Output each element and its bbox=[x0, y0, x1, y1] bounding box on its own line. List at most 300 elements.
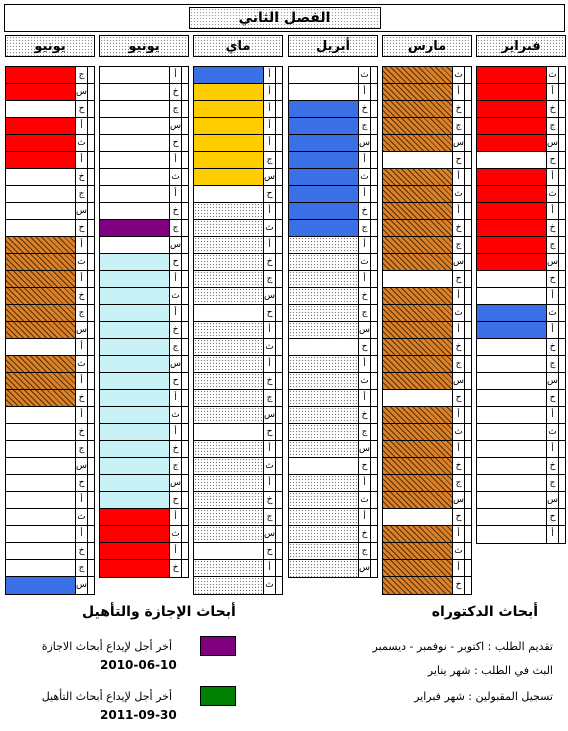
weekday-letter: ج bbox=[76, 186, 88, 202]
day-row bbox=[383, 101, 471, 118]
day-cell bbox=[383, 356, 453, 372]
weekday-letter: ث bbox=[453, 186, 465, 202]
day-row bbox=[194, 356, 282, 373]
weekday-letter: خ bbox=[170, 560, 182, 577]
weekday-letter: س bbox=[547, 373, 559, 389]
day-cell bbox=[477, 169, 547, 185]
day-cell bbox=[477, 186, 547, 202]
day-gap bbox=[88, 186, 94, 202]
day-cell bbox=[383, 322, 453, 338]
day-row bbox=[194, 373, 282, 390]
weekday-letter: ج bbox=[453, 356, 465, 372]
day-cell bbox=[100, 356, 170, 372]
month-header: يونيو bbox=[5, 35, 95, 57]
day-row bbox=[289, 118, 377, 135]
day-gap bbox=[182, 475, 188, 491]
weekday-letter: أ bbox=[359, 237, 371, 253]
weekday-letter: خ bbox=[76, 169, 88, 185]
day-gap bbox=[276, 560, 282, 576]
weekday-letter: ج bbox=[359, 543, 371, 559]
day-gap bbox=[465, 67, 471, 83]
day-cell bbox=[6, 356, 76, 372]
weekday-letter: ث bbox=[547, 67, 559, 83]
day-cell bbox=[6, 237, 76, 253]
day-cell bbox=[383, 424, 453, 440]
day-gap bbox=[88, 118, 94, 134]
weekday-letter: س bbox=[170, 356, 182, 372]
day-cell bbox=[289, 101, 359, 117]
day-gap bbox=[182, 407, 188, 423]
day-gap bbox=[182, 254, 188, 270]
day-cell bbox=[6, 186, 76, 202]
day-cell bbox=[6, 169, 76, 185]
day-cell bbox=[383, 407, 453, 423]
day-gap bbox=[371, 339, 377, 355]
day-cell bbox=[477, 322, 547, 338]
day-gap bbox=[276, 492, 282, 508]
day-cell bbox=[383, 390, 453, 406]
weekday-letter: ح bbox=[453, 390, 465, 406]
day-cell bbox=[194, 135, 264, 151]
day-cell bbox=[383, 458, 453, 474]
weekday-letter: ح bbox=[547, 152, 559, 168]
day-gap bbox=[559, 67, 565, 83]
day-row bbox=[383, 305, 471, 322]
day-cell bbox=[100, 543, 170, 559]
day-row bbox=[6, 407, 94, 424]
day-row bbox=[6, 492, 94, 509]
day-row bbox=[383, 322, 471, 339]
day-row bbox=[289, 203, 377, 220]
weekday-letter: أ bbox=[76, 339, 88, 355]
weekday-letter: أ bbox=[547, 288, 559, 304]
day-cell bbox=[100, 271, 170, 287]
day-gap bbox=[276, 373, 282, 389]
weekday-letter: أ bbox=[264, 560, 276, 576]
weekday-letter: ح bbox=[547, 390, 559, 406]
day-gap bbox=[276, 424, 282, 440]
day-cell bbox=[6, 407, 76, 423]
weekday-letter: س bbox=[359, 441, 371, 457]
month-column bbox=[5, 35, 95, 590]
weekday-letter: ح bbox=[170, 373, 182, 389]
day-row bbox=[194, 390, 282, 407]
day-cell bbox=[383, 152, 453, 168]
day-row bbox=[194, 441, 282, 458]
day-cell bbox=[100, 373, 170, 389]
weekday-letter: أ bbox=[359, 356, 371, 372]
day-row bbox=[477, 152, 565, 169]
day-cell bbox=[289, 67, 359, 83]
weekday-letter: أ bbox=[547, 526, 559, 543]
day-row bbox=[477, 475, 565, 492]
day-gap bbox=[276, 577, 282, 594]
weekday-letter: أ bbox=[453, 407, 465, 423]
day-cell bbox=[289, 458, 359, 474]
day-cell bbox=[477, 67, 547, 83]
weekday-letter: ث bbox=[264, 458, 276, 474]
day-cell bbox=[194, 373, 264, 389]
weekday-letter: أ bbox=[453, 441, 465, 457]
weekday-letter: ح bbox=[547, 271, 559, 287]
day-row bbox=[383, 475, 471, 492]
month-header: يونيو bbox=[99, 35, 189, 57]
day-cell bbox=[383, 220, 453, 236]
day-gap bbox=[465, 543, 471, 559]
day-gap bbox=[371, 118, 377, 134]
weekday-letter: ث bbox=[359, 169, 371, 185]
day-cell bbox=[477, 254, 547, 270]
day-row bbox=[289, 441, 377, 458]
day-gap bbox=[182, 441, 188, 457]
day-cell bbox=[6, 543, 76, 559]
day-row bbox=[100, 373, 188, 390]
day-row bbox=[477, 390, 565, 407]
day-gap bbox=[182, 169, 188, 185]
day-row bbox=[289, 509, 377, 526]
day-gap bbox=[465, 441, 471, 457]
day-row bbox=[100, 560, 188, 577]
month-column bbox=[476, 35, 566, 539]
day-gap bbox=[559, 441, 565, 457]
weekday-letter: أ bbox=[453, 84, 465, 100]
weekday-letter: ج bbox=[76, 560, 88, 576]
weekday-letter: خ bbox=[76, 543, 88, 559]
weekday-letter: أ bbox=[547, 407, 559, 423]
day-row bbox=[477, 356, 565, 373]
day-gap bbox=[371, 152, 377, 168]
day-gap bbox=[559, 152, 565, 168]
day-gap bbox=[276, 543, 282, 559]
day-row bbox=[383, 390, 471, 407]
day-rows bbox=[288, 66, 378, 578]
day-row bbox=[383, 492, 471, 509]
weekday-letter: ج bbox=[170, 458, 182, 474]
day-row bbox=[100, 288, 188, 305]
day-row bbox=[289, 220, 377, 237]
day-cell bbox=[477, 526, 547, 543]
month-column bbox=[193, 35, 283, 590]
day-gap bbox=[559, 458, 565, 474]
day-cell bbox=[289, 492, 359, 508]
day-cell bbox=[100, 339, 170, 355]
weekday-letter: أ bbox=[359, 84, 371, 100]
weekday-letter: أ bbox=[359, 390, 371, 406]
day-cell bbox=[477, 305, 547, 321]
day-row bbox=[477, 186, 565, 203]
day-rows bbox=[382, 66, 472, 595]
day-gap bbox=[88, 407, 94, 423]
day-gap bbox=[182, 322, 188, 338]
day-gap bbox=[371, 322, 377, 338]
weekday-letter: أ bbox=[359, 475, 371, 491]
day-row bbox=[194, 135, 282, 152]
day-row bbox=[477, 237, 565, 254]
day-gap bbox=[276, 254, 282, 270]
day-gap bbox=[371, 203, 377, 219]
day-cell bbox=[194, 424, 264, 440]
day-gap bbox=[182, 509, 188, 525]
day-gap bbox=[559, 475, 565, 491]
day-gap bbox=[182, 305, 188, 321]
day-cell bbox=[477, 288, 547, 304]
day-gap bbox=[182, 237, 188, 253]
day-row bbox=[383, 118, 471, 135]
day-cell bbox=[6, 203, 76, 219]
day-cell bbox=[100, 492, 170, 508]
day-gap bbox=[465, 118, 471, 134]
day-row bbox=[289, 526, 377, 543]
day-cell bbox=[194, 407, 264, 423]
day-gap bbox=[182, 203, 188, 219]
day-cell bbox=[383, 203, 453, 219]
day-row bbox=[289, 339, 377, 356]
weekday-letter: أ bbox=[264, 84, 276, 100]
day-gap bbox=[182, 373, 188, 389]
weekday-letter: ث bbox=[547, 424, 559, 440]
day-row bbox=[289, 458, 377, 475]
weekday-letter: ح bbox=[76, 101, 88, 117]
day-gap bbox=[182, 390, 188, 406]
day-gap bbox=[465, 509, 471, 525]
day-row bbox=[100, 118, 188, 135]
weekday-letter: أ bbox=[264, 67, 276, 83]
day-gap bbox=[559, 424, 565, 440]
day-cell bbox=[383, 526, 453, 542]
day-gap bbox=[465, 152, 471, 168]
day-cell bbox=[6, 322, 76, 338]
day-cell bbox=[289, 203, 359, 219]
day-row bbox=[194, 322, 282, 339]
day-row bbox=[289, 67, 377, 84]
day-row bbox=[194, 492, 282, 509]
day-cell bbox=[383, 271, 453, 287]
day-row bbox=[6, 169, 94, 186]
day-cell bbox=[477, 390, 547, 406]
day-row bbox=[100, 152, 188, 169]
day-cell bbox=[194, 322, 264, 338]
day-gap bbox=[465, 424, 471, 440]
weekday-letter: أ bbox=[453, 203, 465, 219]
day-row bbox=[100, 271, 188, 288]
weekday-letter: ح bbox=[453, 152, 465, 168]
month-column bbox=[382, 35, 472, 590]
weekday-letter: أ bbox=[170, 390, 182, 406]
day-gap bbox=[276, 526, 282, 542]
month-header: ماي bbox=[193, 35, 283, 57]
day-row bbox=[100, 169, 188, 186]
day-gap bbox=[88, 288, 94, 304]
day-gap bbox=[276, 186, 282, 202]
weekday-letter: ج bbox=[547, 475, 559, 491]
day-cell bbox=[289, 305, 359, 321]
day-gap bbox=[465, 203, 471, 219]
day-row bbox=[477, 322, 565, 339]
weekday-letter: أ bbox=[264, 118, 276, 134]
day-row bbox=[289, 390, 377, 407]
day-row bbox=[477, 254, 565, 271]
day-cell bbox=[289, 135, 359, 151]
day-gap bbox=[276, 322, 282, 338]
day-cell bbox=[6, 526, 76, 542]
day-row bbox=[6, 271, 94, 288]
day-gap bbox=[182, 186, 188, 202]
day-row bbox=[194, 203, 282, 220]
day-cell bbox=[100, 322, 170, 338]
day-cell bbox=[194, 560, 264, 576]
day-cell bbox=[383, 543, 453, 559]
day-gap bbox=[182, 526, 188, 542]
day-row bbox=[383, 271, 471, 288]
weekday-letter: خ bbox=[76, 424, 88, 440]
day-row bbox=[383, 441, 471, 458]
weekday-letter: ح bbox=[359, 458, 371, 474]
weekday-letter: ث bbox=[359, 67, 371, 83]
day-gap bbox=[276, 458, 282, 474]
day-gap bbox=[371, 526, 377, 542]
day-gap bbox=[559, 288, 565, 304]
day-row bbox=[383, 186, 471, 203]
day-row bbox=[383, 135, 471, 152]
day-cell bbox=[194, 101, 264, 117]
weekday-letter: أ bbox=[547, 441, 559, 457]
day-cell bbox=[194, 356, 264, 372]
weekday-letter: أ bbox=[170, 152, 182, 168]
day-cell bbox=[477, 339, 547, 355]
day-row bbox=[100, 322, 188, 339]
weekday-letter: ث bbox=[359, 373, 371, 389]
day-gap bbox=[182, 67, 188, 83]
day-row bbox=[100, 509, 188, 526]
day-row bbox=[383, 288, 471, 305]
weekday-letter: ح bbox=[76, 475, 88, 491]
phd-line-2: البث في الطلب : شهر يناير bbox=[427, 664, 553, 677]
day-cell bbox=[6, 373, 76, 389]
day-gap bbox=[371, 305, 377, 321]
day-row bbox=[289, 322, 377, 339]
day-gap bbox=[559, 118, 565, 134]
day-gap bbox=[371, 407, 377, 423]
day-gap bbox=[182, 424, 188, 440]
day-cell bbox=[477, 84, 547, 100]
day-cell bbox=[100, 135, 170, 151]
weekday-letter: س bbox=[547, 492, 559, 508]
day-gap bbox=[559, 305, 565, 321]
day-cell bbox=[100, 118, 170, 134]
day-cell bbox=[100, 186, 170, 202]
weekday-letter: أ bbox=[359, 509, 371, 525]
weekday-letter: أ bbox=[76, 492, 88, 508]
day-gap bbox=[465, 322, 471, 338]
day-cell bbox=[383, 509, 453, 525]
day-cell bbox=[194, 288, 264, 304]
month-column bbox=[288, 35, 378, 573]
day-cell bbox=[194, 441, 264, 457]
day-gap bbox=[371, 101, 377, 117]
day-cell bbox=[383, 288, 453, 304]
day-row bbox=[194, 560, 282, 577]
day-row bbox=[194, 407, 282, 424]
day-row bbox=[6, 322, 94, 339]
day-row bbox=[289, 271, 377, 288]
day-cell bbox=[383, 560, 453, 576]
weekday-letter: ث bbox=[170, 288, 182, 304]
day-cell bbox=[194, 186, 264, 202]
day-row bbox=[194, 152, 282, 169]
day-row bbox=[383, 203, 471, 220]
day-cell bbox=[477, 492, 547, 508]
day-row bbox=[100, 390, 188, 407]
day-gap bbox=[465, 407, 471, 423]
day-gap bbox=[371, 186, 377, 202]
day-cell bbox=[477, 237, 547, 253]
day-row bbox=[383, 254, 471, 271]
day-cell bbox=[383, 475, 453, 491]
day-cell bbox=[194, 118, 264, 134]
day-row bbox=[194, 84, 282, 101]
day-cell bbox=[289, 169, 359, 185]
day-cell bbox=[194, 169, 264, 185]
day-gap bbox=[371, 356, 377, 372]
day-cell bbox=[289, 339, 359, 355]
license-item-2-text: أخر أجل لإيداع أبحاث التأهيل bbox=[41, 690, 172, 703]
day-gap bbox=[88, 458, 94, 474]
day-gap bbox=[371, 458, 377, 474]
day-row bbox=[6, 458, 94, 475]
weekday-letter: س bbox=[76, 84, 88, 100]
day-cell bbox=[194, 203, 264, 219]
day-cell bbox=[100, 84, 170, 100]
weekday-letter: ج bbox=[76, 441, 88, 457]
weekday-letter: س bbox=[170, 475, 182, 491]
day-gap bbox=[276, 407, 282, 423]
day-row bbox=[477, 305, 565, 322]
day-row bbox=[477, 271, 565, 288]
weekday-letter: ج bbox=[359, 424, 371, 440]
day-cell bbox=[289, 441, 359, 457]
day-gap bbox=[88, 67, 94, 83]
day-gap bbox=[371, 288, 377, 304]
day-cell bbox=[383, 441, 453, 457]
purple-swatch bbox=[200, 636, 236, 656]
day-gap bbox=[371, 220, 377, 236]
day-row bbox=[194, 271, 282, 288]
day-cell bbox=[383, 339, 453, 355]
weekday-letter: ث bbox=[264, 339, 276, 355]
day-cell bbox=[194, 390, 264, 406]
day-cell bbox=[289, 220, 359, 236]
day-gap bbox=[182, 101, 188, 117]
day-row bbox=[100, 220, 188, 237]
day-row bbox=[289, 373, 377, 390]
day-gap bbox=[371, 135, 377, 151]
day-row bbox=[477, 220, 565, 237]
day-row bbox=[383, 152, 471, 169]
weekday-letter: أ bbox=[359, 271, 371, 287]
weekday-letter: ث bbox=[76, 509, 88, 525]
day-cell bbox=[383, 67, 453, 83]
day-gap bbox=[276, 169, 282, 185]
day-rows bbox=[193, 66, 283, 595]
day-cell bbox=[383, 492, 453, 508]
day-cell bbox=[289, 390, 359, 406]
day-gap bbox=[465, 305, 471, 321]
day-gap bbox=[88, 271, 94, 287]
day-row bbox=[477, 84, 565, 101]
day-row bbox=[6, 288, 94, 305]
day-gap bbox=[465, 475, 471, 491]
day-row bbox=[194, 543, 282, 560]
